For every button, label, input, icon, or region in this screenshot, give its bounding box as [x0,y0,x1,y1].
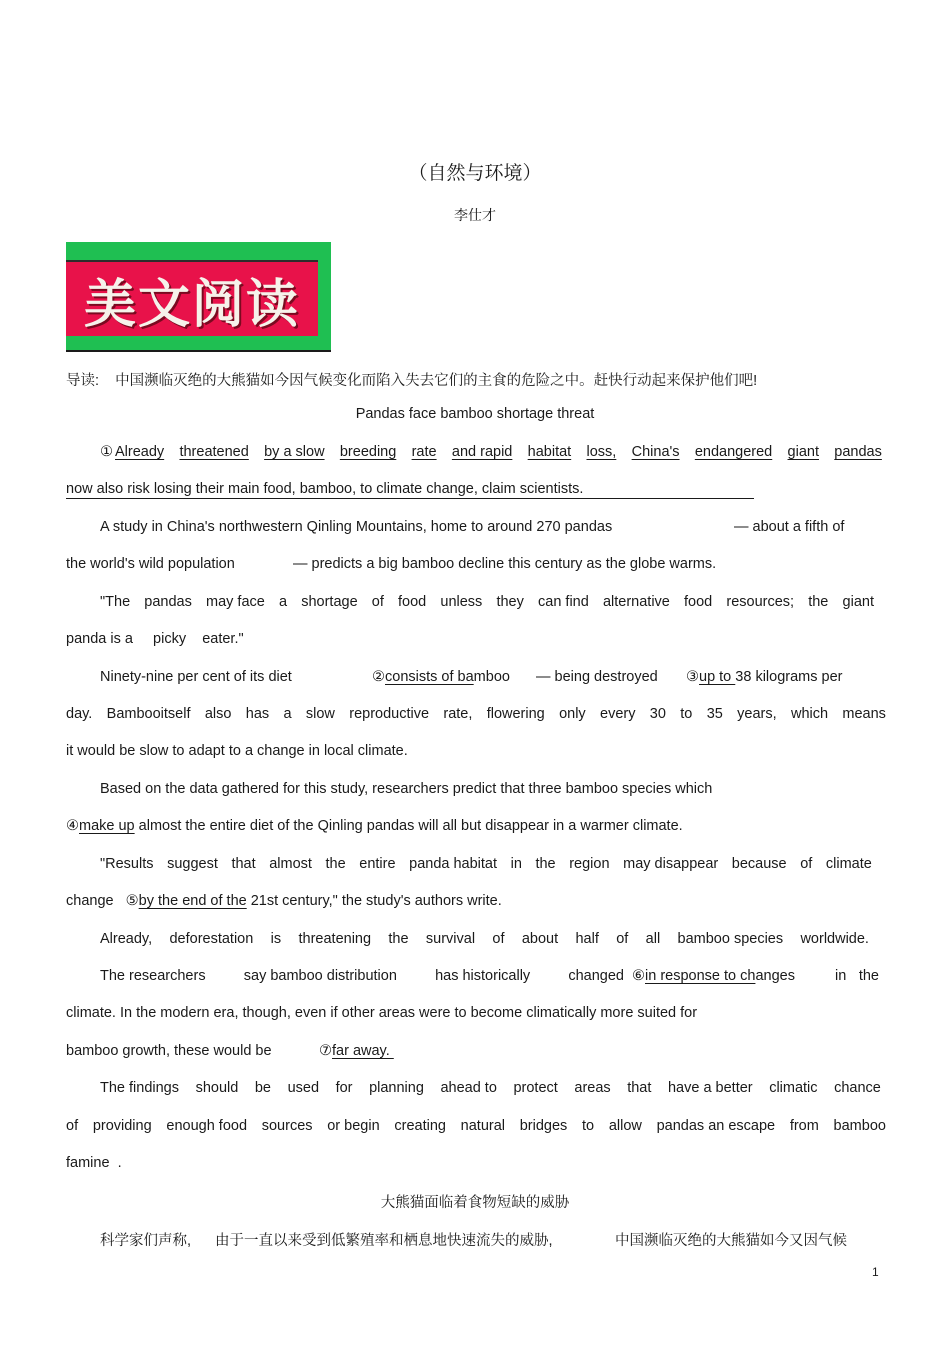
p2-line2b: — predicts a big bamboo decline this century as the globe warms. [293,556,717,572]
cn-p1-c: 中国濒临灭绝的大熊猫如今又因气候 [615,1233,847,1249]
phrase-up-to: up to [699,669,736,685]
p4-line1a: Ninety-nine per cent of its diet [100,669,292,685]
author-name: 李仕才 [454,207,496,223]
page-number: 1 [872,1265,879,1279]
intro-paragraph [66,369,757,390]
p1-line1 [100,444,882,460]
p8-phrase-7 [319,1043,394,1059]
marker-5: ⑤ [125,893,139,909]
p9-line3: famine . [66,1155,122,1171]
cn-p1-b: 由于一直以来受到低繁殖率和栖息地快速流失的威胁, [215,1233,553,1249]
p5-line2: ④make up almost the entire diet of the Qinling pandas will all but disappear in a warmer climate. [66,818,683,834]
p4-phrase-2: ②consists of bamboo [372,669,510,685]
document-title: （自然与环境） [408,163,542,184]
p4-line2: day. Bambooitself also has a slow reproductive rate, flowering only every 30 to 35 years, which means [66,706,886,722]
p6-line2: change ⑤by the end of the 21st century," the study's authors write. [66,893,502,909]
p1-line1-words: Already threatened by a slow breeding rate and rapid habitat loss, China's endangered giant pandas [115,444,882,460]
p2-line1b: — about a fifth of [734,519,845,535]
banner-image [66,242,331,352]
marker-6: ⑥ [632,968,645,984]
phrase-make-up: make up [79,818,135,834]
p4-being-destroyed: — being destroyed [536,669,658,685]
intro-label: 导读: [66,373,100,389]
cn-p1-a: 科学家们声称, [100,1233,192,1249]
p1-line2: now also risk losing their main food, bamboo, to climate change, claim scientists. [66,481,584,497]
p5-line1: Based on the data gathered for this study, researchers predict that three bamboo species which [100,781,713,797]
p8-phrase-6: ⑥in response to changes [632,968,795,984]
phrase-far-away: far away. [332,1043,394,1059]
p4-phrase-3: ③up to 38 kilograms per [686,669,843,685]
p9-line1: The findings should be used for planning ahead to protect areas that have a better climatic chance [100,1080,881,1096]
marker-3: ③ [686,669,699,685]
marker-2: ② [372,669,385,685]
p6-line1: "Results suggest that almost the entire panda habitat in the region may disappear because of climate [100,856,872,872]
p3-line2: panda is a picky eater." [66,631,244,647]
p2-line1a: A study in China's northwestern Qinling Mountains, home to around 270 pandas [100,519,613,535]
marker-7: ⑦ [319,1043,332,1059]
phrase-in-response-to: in response to ch [645,968,756,984]
p8-line3a: bamboo growth, these would be [66,1043,272,1059]
banner-red-panel [66,260,318,336]
p4-line3: it would be slow to adapt to a change in local climate. [66,743,408,759]
banner-text: 美文阅读 [83,273,300,335]
p1-underline-rule [66,498,754,499]
phrase-by-the-end-of: by the end of the [138,893,247,909]
intro-text: 中国濒临灭绝的大熊猫如今因气候变化而陷入失去它们的主食的危险之中。赶快行动起来保护他们吧! [115,373,758,389]
marker-1: ① [100,444,113,460]
english-heading: Pandas face bamboo shortage threat [355,406,595,422]
p9-line2: of providing enough food sources or begin creating natural bridges to allow pandas an escape from bamboo [66,1118,886,1134]
marker-4: ④ [66,818,79,834]
p3-line1: "The pandas may face a shortage of food unless they can find alternative food resources; the giant [100,594,874,610]
chinese-heading: 大熊猫面临着食物短缺的威胁 [380,1195,570,1211]
p8-line1-left: The researchers say bamboo distribution has historically changed [100,968,624,984]
p2-line2a: the world's wild population [66,556,235,572]
p8-line2: climate. In the modern era, though, even if other areas were to become climatically more suited for [66,1005,698,1021]
phrase-consists-of: consists of ba [385,669,474,685]
p7-line1: Already, deforestation is threatening the survival of about half of all bamboo species worldwide. [100,931,869,947]
p8-line1-right: in the [835,968,879,984]
